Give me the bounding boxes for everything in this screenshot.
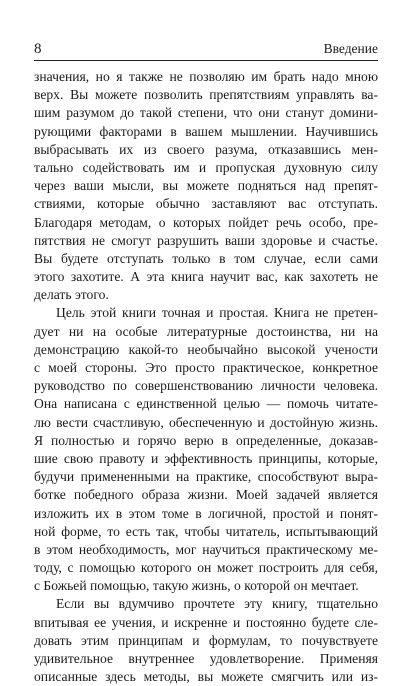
text-line: описанные здесь методы, вы можете смягчить или из- — [34, 669, 378, 685]
text-line: дует ни на особые литературные достоинства, ни на — [34, 323, 378, 339]
text-line: ной форме, то есть так, чтобы читатель, испытывающий — [34, 523, 378, 539]
running-header — [34, 40, 378, 58]
text-line: шие свою правоту и эффективность принципы, которые, — [34, 450, 378, 466]
text-line: делать этого. — [34, 287, 109, 303]
text-line: изложить их в этом томе в логичной, простой и понят- — [34, 505, 378, 521]
text-line: в этом необходимость, мог научиться практическому ме- — [34, 541, 378, 557]
text-line: Она написана с единственной целью — помочь читате- — [34, 396, 378, 412]
text-line: этого захотите. А эта книга научит вас, как захотеть не — [34, 269, 378, 285]
text-line: выбрасывать их из своего разума, отказавшись мен- — [34, 141, 378, 157]
text-line: Благодаря методам, о которых пойдет речь особо, пре- — [34, 214, 378, 230]
text-line: шим разумом до такой степени, что они станут домини- — [34, 105, 378, 121]
text-line: тоду, с помощью которого он может построить для себя, — [34, 560, 378, 576]
body-text — [34, 68, 378, 686]
text-line: Я полностью и горячо верю в определенные, доказав- — [34, 432, 378, 448]
text-line: Если вы вдумчиво прочтете эту книгу, тщательно — [56, 596, 378, 612]
text-line: рующими факторами в вашем мышлении. Научившись — [34, 123, 378, 139]
text-line: ствиями, которые обычно заставляют вас отступать. — [34, 196, 378, 212]
text-line: Вы будете отступать только в том случае, если сами — [34, 250, 378, 266]
text-line: будучи примененными на практике, способствуют выра- — [34, 469, 378, 485]
text-line: с моей стороны. Это просто практическое, конкретное — [34, 360, 378, 375]
text-line: удивительное внутреннее удовлетворение. Применяя — [34, 651, 378, 666]
text-line: Цель этой книги точная и простая. Книга не претен- — [56, 305, 378, 321]
page-number: 8 — [34, 41, 42, 57]
text-line: лю вести счастливую, обеспеченную и достойную жизнь. — [34, 414, 378, 430]
text-line: значения, но я также не позволяю им брать надо мною — [34, 69, 378, 84]
text-line: с Божьей помощью, такую жизнь, о которой он мечтает. — [34, 578, 359, 594]
section-title: Введение — [323, 41, 378, 56]
text-line: демонстрацию какой-то необычайно высокой учености — [34, 341, 378, 357]
text-line: пятствия не смогут разрушить ваши здоровье и счастье. — [34, 232, 378, 248]
text-line: через ваши мысли, вы можете подняться над препят- — [34, 178, 378, 194]
text-line: верх. Вы можете позволить препятствиям управлять ва- — [34, 87, 378, 103]
text-line: ботке победного образа жизни. Моей задачей является — [34, 487, 378, 503]
text-line: впитывая ее учения, и искренне и постоянно будете сле- — [34, 614, 378, 630]
text-line: руководство по совершенствованию личности человека. — [34, 378, 378, 394]
header-rule — [34, 60, 378, 61]
text-line: довать этим принципам и формулам, то почувствуете — [34, 632, 378, 648]
text-line: тально содействовать им и пропуская духовную силу — [34, 159, 378, 175]
